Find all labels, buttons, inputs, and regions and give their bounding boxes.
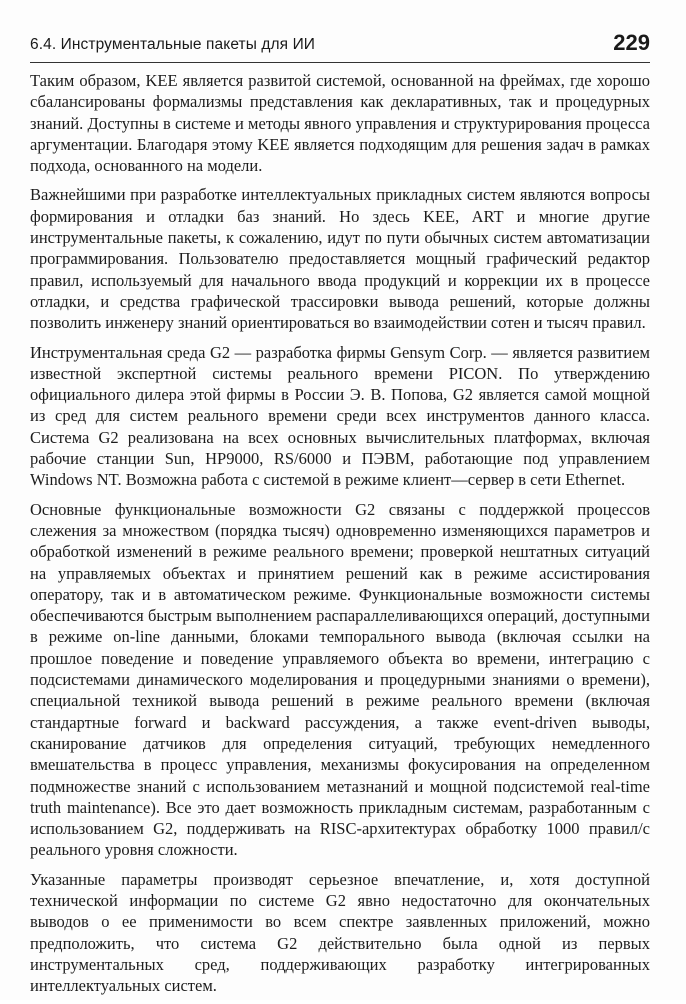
running-header	[30, 20, 650, 63]
paragraph-g2-conclusion: Указанные параметры производят серьезное впечатление, и, хотя доступной технической информации по системе G2 явно недостаточно для окончательных выводов о ее применимости во всем спектре заявленных приложений, можно предположить, что система G2 действительно была одной из первых инструментальных сред, поддерживающих разработку интегрированных интеллектуальных систем.	[30, 869, 650, 996]
paragraph-kee-summary: Таким образом, KEE является развитой системой, основанной на фреймах, где хорошо сбалансированы формализмы представления как декларативных, так и процедурных знаний. Доступны в системе и методы явного управления и структурирования процесса аргументации. Благодаря этому KEE является подходящим для решения задач в рамках подхода, основанного на модели.	[30, 71, 650, 176]
paragraph-g2-capabilities: Основные функциональные возможности G2 связаны с поддержкой процессов слежения за множеством (порядка тысяч) одновременно изменяющихся параметров и обработкой изменений в режиме реального времени; проверкой нештатных ситуаций на управляемых объектах и принятием решений как в режиме ассистирования оператору, так и в автоматическом режиме. Функциональные возможности системы обеспечиваются быстрым выполнением распараллеливающихся операций, доступными в режиме on-line данными, блоками темпорального вывода (включая ссылки на прошлое поведение и поведение управляемого объекта во времени, интеграцию с подсистемами динамического моделирования и процедурными знаниями о времени), специальной техникой вывода решений в режиме реального времени (включая стандартные forward и backward рассуждения, а также event-driven выводы, сканирование датчиков для определения ситуаций, требующих немедленного вмешательства в процесс управления, механизмы фокусирования на определенном подмножестве знаний с использованием метазнаний и мощной подсистемой real-time truth maintenance). Все это дает возможность прикладным системам, разработанным с использованием G2, поддерживать на RISC-архитектурах обработку 1000 правил/с реального уровня сложности.	[30, 499, 650, 860]
paragraph-g2-environment: Инструментальная среда G2 — разработка фирмы Gensym Corp. — является развитием известной экспертной системы реального времени PICON. По утверждению официального дилера этой фирмы в России Э. В. Попова, G2 является самой мощной из сред для систем реального времени среди всех инструментов данного класса. Система G2 реализована на всех основных вычислительных платформах, включая рабочие станции Sun, HP9000, RS/6000 и ПЭВМ, работающие под управлением Windows NT. Возможна работа с системой в режиме клиент—сервер в сети Ethernet.	[30, 342, 650, 490]
page-number: 229	[613, 30, 650, 55]
running-title: 6.4. Инструментальные пакеты для ИИ	[30, 36, 316, 53]
paragraph-knowledge-base-debugging: Важнейшими при разработке интеллектуальных прикладных систем являются вопросы формирования и отладки баз знаний. Но здесь KEE, ART и многие другие инструментальные пакеты, к сожалению, идут по пути обычных систем автоматизации программирования. Пользователю предоставляется мощный графический редактор правил, используемый для начального ввода продукций и коррекции их в процессе отладки, и средства графической трассировки вывода решений, которые должны позволить инженеру знаний ориентироваться во взаимодействии сотен и тысяч правил.	[30, 185, 650, 333]
body-text	[30, 70, 650, 1004]
